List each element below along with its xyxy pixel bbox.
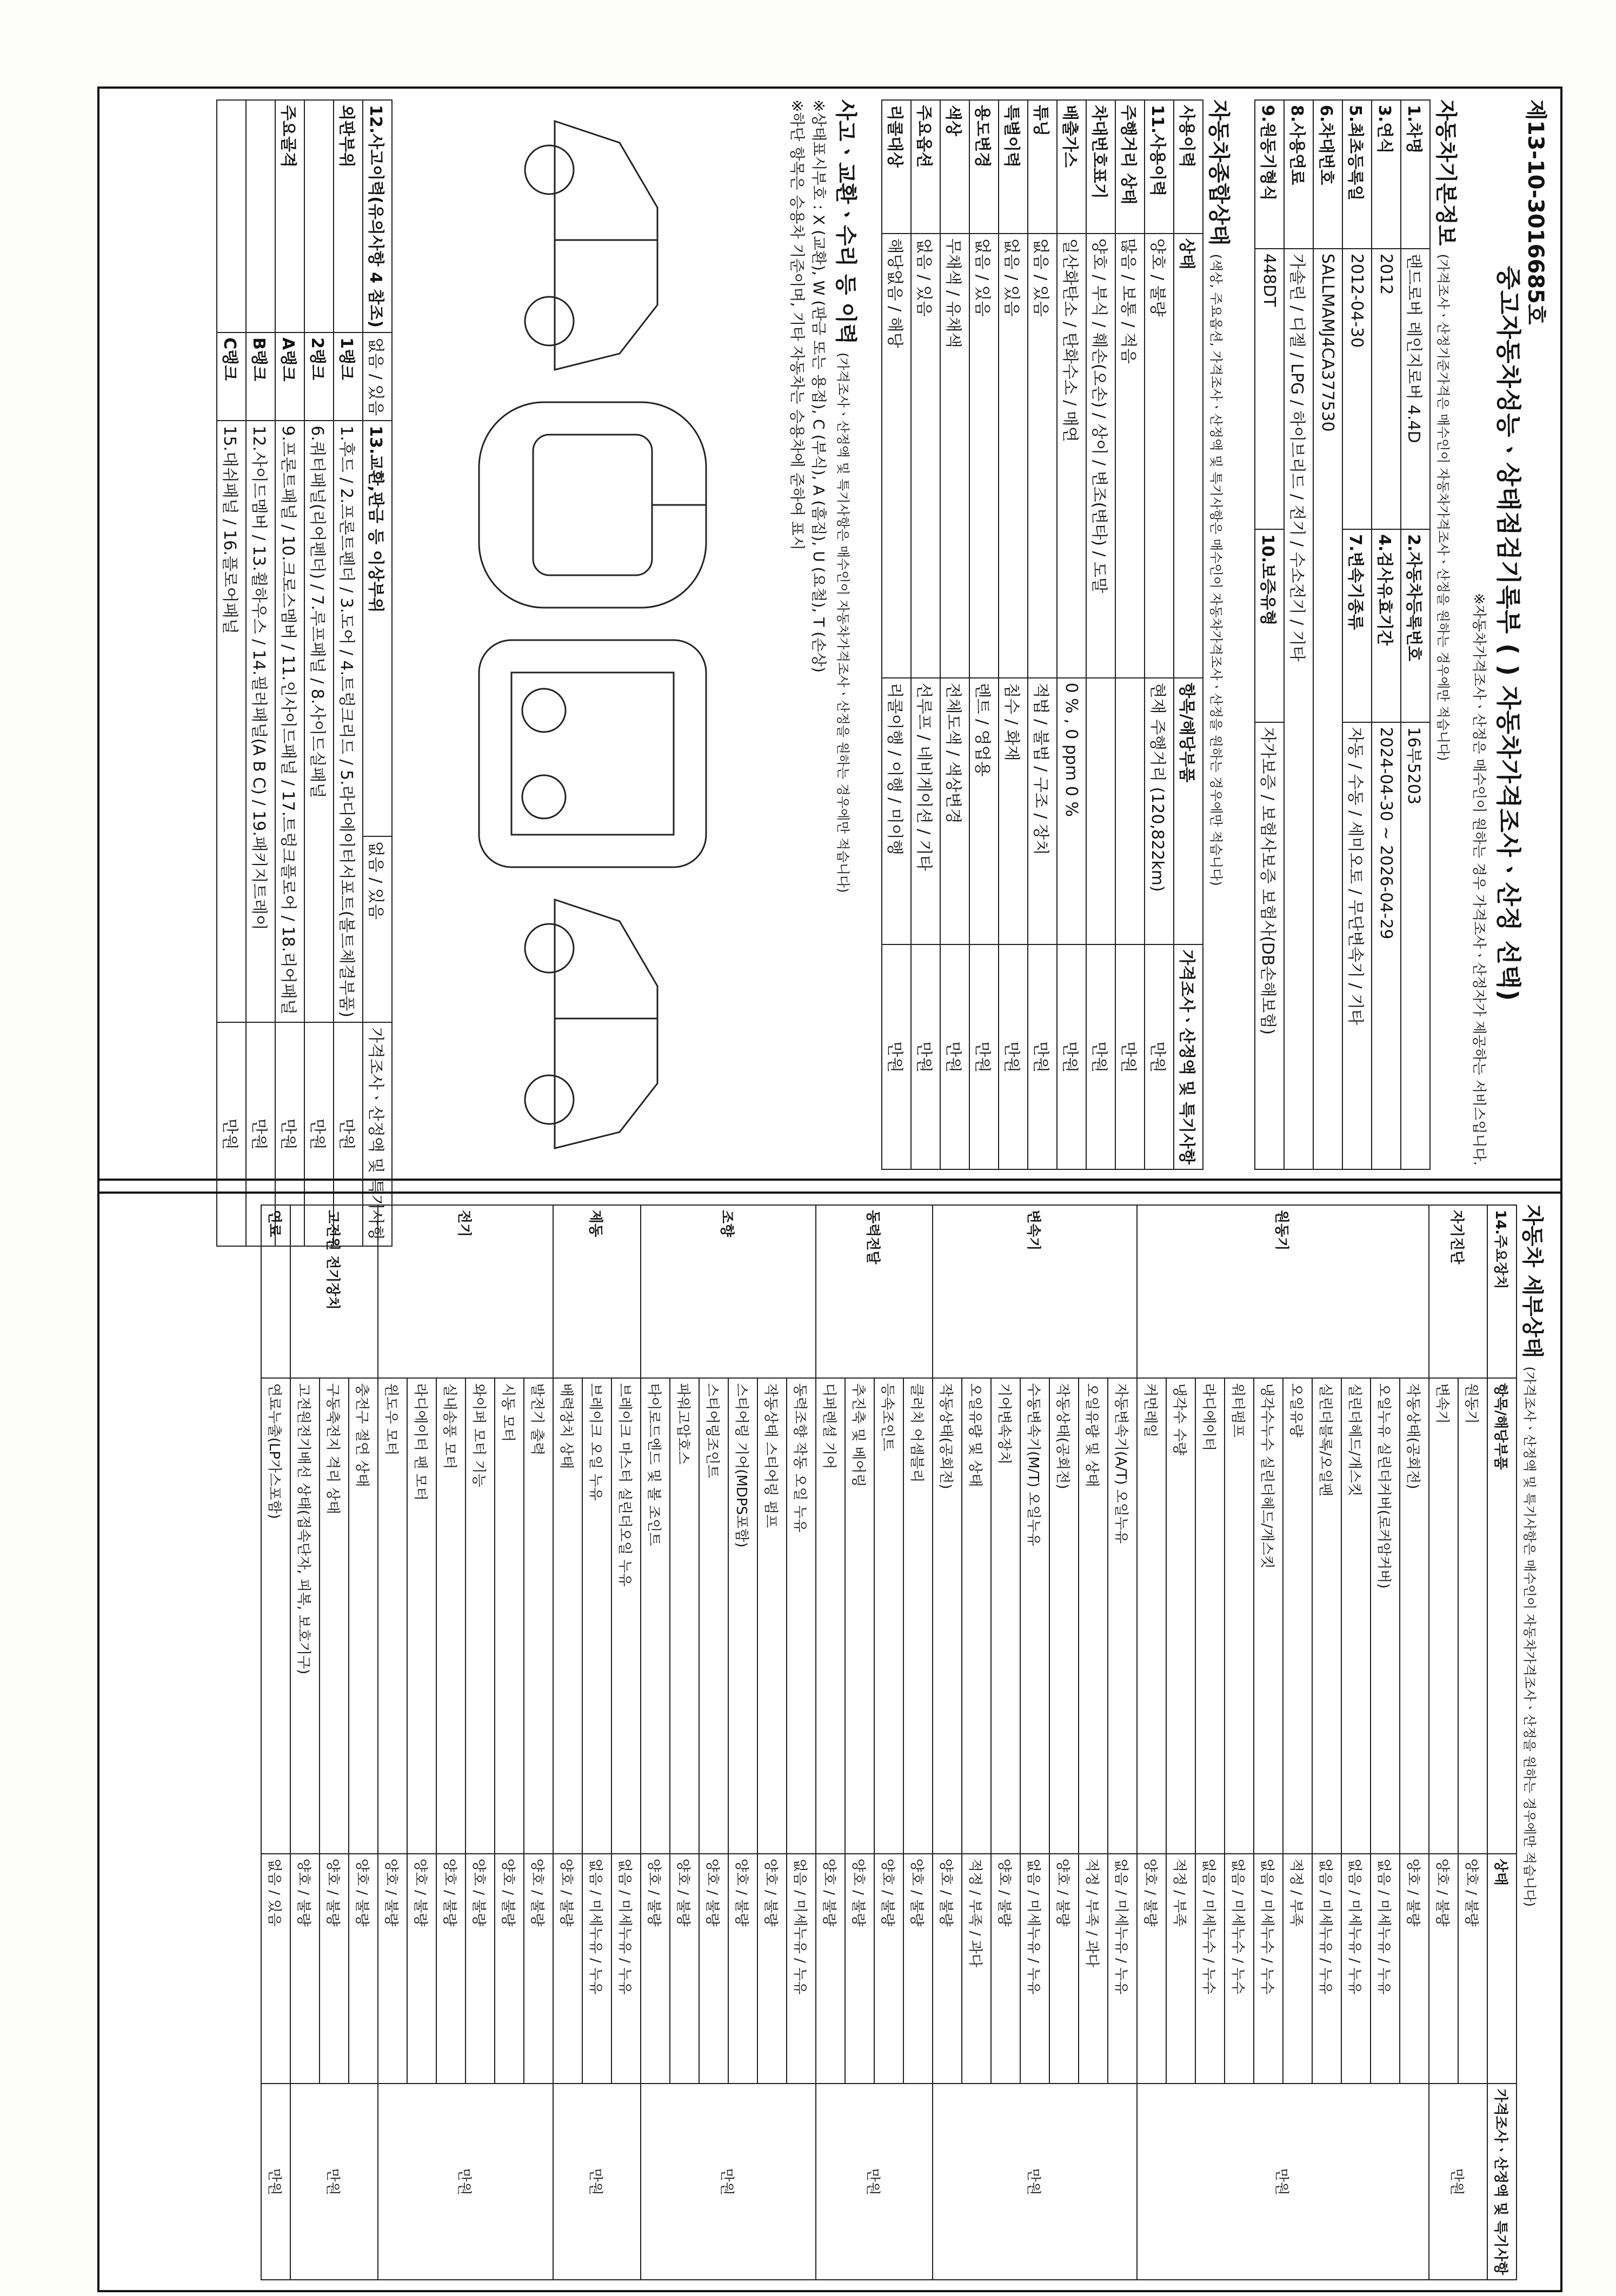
- detail-header-cell: 항목/해당부품: [1487, 1378, 1517, 1853]
- detail-item: 와이퍼 모터 기능: [465, 1378, 495, 1853]
- basic-value: 자가보증 / 보험사보증 보험사(DB손해보험): [1255, 722, 1284, 1169]
- accident-row: [363, 100, 392, 1246]
- basic-label: 7.변속기종류: [1342, 529, 1372, 722]
- detail-item: 오일유량: [1283, 1378, 1312, 1853]
- frame-group: 주요골격: [275, 100, 304, 332]
- detail-item: 윈도우 모터: [378, 1378, 407, 1853]
- basic-info-row: [1284, 100, 1313, 1169]
- detail-group: 변속기: [933, 1205, 1137, 1378]
- summary-header-row: [1174, 100, 1203, 1169]
- summary-header-cell: 항목/해당부품: [1174, 678, 1203, 945]
- detail-header-cell: 가격조사ㆍ산정액 및 특기사항: [1487, 2084, 1517, 2280]
- detail-item: 자동변속기(A/T) 오일누유: [1108, 1378, 1137, 1853]
- detail-state: 없음 / 미세누수 / 누수: [1254, 1854, 1283, 2084]
- detail-state: 양호 / 불량: [670, 1854, 699, 2084]
- detail-row: [611, 1205, 641, 2280]
- summary-header-cell: 가격조사ㆍ산정액 및 특기사항: [1174, 944, 1203, 1169]
- detail-item: 원동기: [1458, 1378, 1487, 1853]
- detail-group: 원동기: [1137, 1205, 1429, 1378]
- summary-item: 침수 / 화재: [999, 678, 1028, 945]
- document-number: 제13-10-3016685호: [1523, 99, 1548, 325]
- accident-price: 가격조사ㆍ산정액 및 특기사항: [363, 1022, 392, 1246]
- detail-state: 양호 / 불량: [1137, 1854, 1166, 2084]
- basic-value: 랜드로버 레인지로버 4.4D: [1401, 249, 1430, 529]
- detail-item: 작동상태(공회전): [933, 1378, 962, 1853]
- detail-state: 없음 / 미세누유 / 누유: [1108, 1854, 1137, 2084]
- detail-price: 만원: [933, 2084, 1137, 2280]
- frame-row: [334, 100, 363, 1246]
- frame-items: 6.쿼터패널(리어펜더) / 7.루프패널 / 8.사이드실패널: [304, 421, 334, 1022]
- frame-price: 만원: [217, 1022, 246, 1246]
- basic-info-row: [1313, 100, 1342, 1169]
- frame-row: [217, 100, 246, 1246]
- detail-item: 작동상태 스티어링 펌프: [757, 1378, 787, 1853]
- detail-state: 양호 / 불량: [699, 1854, 728, 2084]
- basic-value: 2024-04-30 ~ 2026-04-29: [1372, 722, 1401, 1169]
- detail-price: 만원: [378, 2084, 553, 2280]
- detail-group: 자기진단: [1429, 1205, 1487, 1378]
- accident-label: 12.사고이력(유의사항 4 참조): [363, 100, 392, 332]
- basic-info-row: [1255, 100, 1284, 1169]
- detail-item: 실린더블록/오일팬: [1312, 1378, 1341, 1853]
- detail-group: 제동: [553, 1205, 641, 1378]
- car-diagrams: [403, 99, 782, 1170]
- summary-label: 리콜대상: [882, 100, 911, 234]
- detail-item: 배력장치 상태: [553, 1378, 582, 1853]
- legend-symbols: ※상태표시부호 : X (교환), W (판금 또는 용접), C (부식), A (흠집), U (요철), T (손상): [810, 99, 828, 673]
- basic-label: 10.보증유형: [1255, 529, 1284, 722]
- summary-label: 주요옵션: [911, 100, 940, 234]
- summary-price: 만원: [999, 944, 1028, 1169]
- summary-row: [999, 100, 1028, 1169]
- summary-item: 0 % , 0 ppm 0 %: [1057, 678, 1086, 945]
- basic-value: 2012: [1372, 249, 1401, 529]
- detail-header-cell: 14.주요장치: [1487, 1205, 1517, 1378]
- summary-item: [1115, 678, 1145, 945]
- detail-state: 적정 / 부족 / 과다: [962, 1854, 991, 2084]
- detail-state: 양호 / 불량: [1458, 1854, 1487, 2084]
- detail-row: [1400, 1205, 1429, 2280]
- summary-item: 선루프 / 네비게이션 / 기타: [911, 678, 940, 945]
- detail-price: 만원: [641, 2084, 816, 2280]
- frame-rank: 1랭크: [334, 332, 363, 421]
- detail-state: 없음 / 미세누유 / 누유: [611, 1854, 641, 2084]
- detail-row: [1458, 1205, 1487, 2280]
- summary-heading: 자동차종합상태 (색상, 주요옵션, 가격조사ㆍ산정액 및 특기사항은 매수인이 자동차가격조사ㆍ산정을 원하는 경우에만 적습니다): [1206, 99, 1231, 886]
- detail-item: 냉각수누수 실린더헤드/개스킷: [1254, 1378, 1283, 1853]
- detail-state: 양호 / 불량: [1400, 1854, 1429, 2084]
- detail-state: 양호 / 불량: [816, 1854, 845, 2084]
- car-side-right-diagram: [525, 900, 657, 1148]
- basic-label: 5.최초등록일: [1342, 100, 1372, 249]
- frame-items: 9.프론트패널 / 10.크로스멤버 / 11.인사이드패널 / 17.트렁크플로어 / 18.리어패널: [275, 421, 304, 1022]
- left-note: ※자동차가격조사ㆍ산정은 매수인이 원하는 경우 가격조사ㆍ산정자가 제공하는 서비스입니다.: [1471, 593, 1487, 1166]
- detail-table: [261, 1204, 1517, 2280]
- detail-item: 타이로드엔드 및 볼 조인트: [641, 1378, 670, 1853]
- frame-group: [246, 100, 275, 332]
- legend-note: ※하단 항목은 승용차 기준이며, 기타 자동차는 승용차에 준하여 표시: [788, 99, 806, 550]
- summary-price: 만원: [882, 944, 911, 1169]
- detail-item: 클러치 어셈블리: [903, 1378, 933, 1853]
- detail-item: 충전구 절연 상태: [349, 1378, 378, 1853]
- summary-row: [1086, 100, 1115, 1169]
- detail-state: 양호 / 불량: [845, 1854, 874, 2084]
- detail-price: 만원: [261, 2084, 290, 2280]
- summary-row: [1057, 100, 1086, 1169]
- detail-group: 동력전달: [816, 1205, 933, 1378]
- detail-state: 없음 / 있음: [261, 1854, 290, 2084]
- detail-item: 라디에이터: [1195, 1378, 1225, 1853]
- summary-price: 만원: [940, 944, 969, 1169]
- summary-row: [1145, 100, 1174, 1169]
- detail-row: [903, 1205, 933, 2280]
- basic-label: 2.자동차등록번호: [1401, 529, 1430, 722]
- summary-price: 만원: [1115, 944, 1145, 1169]
- frame-rank: A랭크: [275, 332, 304, 421]
- detail-item: 수동변속기(M/T) 오일누유: [1020, 1378, 1049, 1853]
- frame-rank: B랭크: [246, 332, 275, 421]
- summary-options: 양호 / 부식 / 훼손(오손) / 상이 / 변조(변타) / 도말: [1086, 234, 1115, 678]
- frame-row: [246, 100, 275, 1246]
- detail-item: 구동축전지 격리 상태: [320, 1378, 349, 1853]
- detail-item: 파워고압호스: [670, 1378, 699, 1853]
- detail-item: 연료누출(LP가스포함): [261, 1378, 290, 1853]
- frame-price: 만원: [304, 1022, 334, 1246]
- frame-items: 15.대쉬패널 / 16.플로어패널: [217, 421, 246, 1022]
- detail-header-cell: 상태: [1487, 1854, 1517, 2084]
- accident-options: 없음 / 있음: [363, 836, 392, 1022]
- detail-item: 브레이크 마스터 실린더오일 누유: [611, 1378, 641, 1853]
- summary-label: 주행거리 상태: [1115, 100, 1145, 234]
- detail-price: 만원: [1429, 2084, 1487, 2280]
- detail-group: 조향: [641, 1205, 816, 1378]
- detail-state: 양호 / 불량: [495, 1854, 524, 2084]
- detail-state: 없음 / 미세누유 / 누유: [1341, 1854, 1371, 2084]
- detail-item: 커먼레일: [1137, 1378, 1166, 1853]
- basic-value: 16부5203: [1401, 722, 1430, 1169]
- summary-options: 없음 / 있음: [969, 234, 999, 678]
- detail-state: 양호 / 불량: [641, 1854, 670, 2084]
- detail-item: 실린더헤드/개스킷: [1341, 1378, 1371, 1853]
- detail-row: [261, 1205, 290, 2280]
- summary-label: 색상: [940, 100, 969, 234]
- detail-state: 없음 / 미세누유 / 누유: [1312, 1854, 1341, 2084]
- basic-value: 448DT: [1255, 249, 1284, 529]
- detail-price: 만원: [1137, 2084, 1429, 2280]
- detail-state: 적정 / 부족 / 과다: [1079, 1854, 1108, 2084]
- detail-state: 양호 / 불량: [874, 1854, 903, 2084]
- detail-item: 동력조향 작동 오일 누유: [787, 1378, 816, 1853]
- summary-item: 전체도색 / 색상변경: [940, 678, 969, 945]
- basic-label: 9.원동기형식: [1255, 100, 1284, 249]
- summary-item: 적법 / 불법 / 구조 / 장치: [1028, 678, 1057, 945]
- summary-item: 렌트 / 영업용: [969, 678, 999, 945]
- frame-rank: 2랭크: [304, 332, 334, 421]
- detail-state: 양호 / 불량: [290, 1854, 320, 2084]
- summary-row: [911, 100, 940, 1169]
- summary-options: 없음 / 있음: [999, 234, 1028, 678]
- summary-label: 특별이력: [999, 100, 1028, 234]
- detail-state: 양호 / 불량: [757, 1854, 787, 2084]
- accident-heading: 사고ㆍ교환ㆍ수리 등 이력 (가격조사ㆍ산정액 및 특기사항은 매수인이 자동차가격조사ㆍ산정을 원하는 경우에만 적습니다): [833, 99, 858, 893]
- basic-info-row: [1372, 100, 1401, 1169]
- detail-item: 오일유량 및 상태: [1079, 1378, 1108, 1853]
- detail-item: 실내송풍 모터: [436, 1378, 465, 1853]
- detail-item: 워터펌프: [1225, 1378, 1254, 1853]
- summary-price: 만원: [911, 944, 940, 1169]
- car-frame-diagram: [479, 640, 706, 867]
- frame-price: 만원: [246, 1022, 275, 1246]
- basic-label: 4.검사유효기간: [1372, 529, 1401, 722]
- summary-options: 양호 / 불량: [1145, 234, 1174, 678]
- basic-value: 가솔린 / 디젤 / LPG / 하이브리드 / 전기 / 수소전기 / 기타: [1284, 249, 1313, 1169]
- inspection-form: [97, 86, 1562, 2292]
- basic-label: 8.사용연료: [1284, 100, 1313, 249]
- summary-label: 용도변경: [969, 100, 999, 234]
- detail-item: 냉각수 수량: [1166, 1378, 1195, 1853]
- summary-item: [1086, 678, 1115, 945]
- detail-header-row: [1487, 1205, 1517, 2280]
- frame-group: 외판부위: [334, 100, 363, 332]
- accident-options: 없음 / 있음: [363, 332, 392, 421]
- accident-table: [216, 99, 393, 1247]
- summary-price: 만원: [969, 944, 999, 1169]
- detail-state: 적정 / 부족: [1166, 1854, 1195, 2084]
- detail-state: 없음 / 미세누유 / 누유: [1020, 1854, 1049, 2084]
- detail-item: 스티어링 기어(MDPS포함): [728, 1378, 757, 1853]
- summary-options: 해당없음 / 해당: [882, 234, 911, 678]
- detail-item: 오일누유 실린더커버(로커암커버): [1371, 1378, 1400, 1853]
- frame-price: 만원: [334, 1022, 363, 1246]
- accident-label: 13.교환,판금 등 이상부위: [363, 421, 392, 836]
- summary-options: 없음 / 있음: [911, 234, 940, 678]
- detail-item: 디퍼렌셜 기어: [816, 1378, 845, 1853]
- basic-value: 2012-04-30: [1342, 249, 1372, 529]
- detail-row: [787, 1205, 816, 2280]
- detail-item: 등속조인트: [874, 1378, 903, 1853]
- summary-row: [969, 100, 999, 1169]
- detail-price: 만원: [290, 2084, 378, 2280]
- summary-price: 만원: [1086, 944, 1115, 1169]
- frame-group: [217, 100, 246, 332]
- summary-price: 만원: [1057, 944, 1086, 1169]
- summary-row: [940, 100, 969, 1169]
- detail-item: 추진축 및 베어링: [845, 1378, 874, 1853]
- detail-item: 오일유량 및 상태: [962, 1378, 991, 1853]
- detail-group: 전기: [378, 1205, 553, 1378]
- detail-state: 양호 / 불량: [524, 1854, 553, 2084]
- detail-state: 없음 / 미세누수 / 누수: [1195, 1854, 1225, 2084]
- summary-header-cell: 상태: [1174, 234, 1203, 678]
- summary-item: 리콜이행 / 이행 / 미이행: [882, 678, 911, 945]
- detail-item: 작동상태(공회전): [1049, 1378, 1079, 1853]
- summary-item: 현재 주행거리 (120,822km): [1145, 678, 1174, 945]
- detail-item: 변속기: [1429, 1378, 1458, 1853]
- detail-state: 적정 / 부족: [1283, 1854, 1312, 2084]
- basic-info-row: [1401, 100, 1430, 1169]
- detail-item: 기어변속장치: [991, 1378, 1020, 1853]
- summary-price: 만원: [1028, 944, 1057, 1169]
- detail-state: 양호 / 불량: [378, 1854, 407, 2084]
- detail-state: 없음 / 미세누유 / 누유: [582, 1854, 611, 2084]
- basic-label: 6.차대번호: [1313, 100, 1342, 249]
- detail-item: 작동상태(공회전): [1400, 1378, 1429, 1853]
- summary-row: [1115, 100, 1145, 1169]
- summary-options: 일산화탄소 / 탄화수소 / 매연: [1057, 234, 1086, 678]
- summary-label: 배출가스: [1057, 100, 1086, 234]
- detail-item: 브레이크 오일 누유: [582, 1378, 611, 1853]
- detail-state: 양호 / 불량: [465, 1854, 495, 2084]
- frame-price: 만원: [275, 1022, 304, 1246]
- detail-group: 고전원 전기장치: [290, 1205, 378, 1378]
- detail-heading: 자동차 세부상태 (가격조사ㆍ산정액 및 특기사항은 매수인이 자동차가격조사ㆍ산정을 원하는 경우에만 적습니다): [1520, 1204, 1545, 1907]
- basic-value: SALLMAMJ4CA377530: [1313, 249, 1342, 1169]
- detail-state: 양호 / 불량: [1429, 1854, 1458, 2084]
- left-title: 중고자동차성능ㆍ상태점검기록부 ( ) 자동차가격조사ㆍ산정 선택): [1494, 265, 1523, 1002]
- detail-state: 양호 / 불량: [903, 1854, 933, 2084]
- frame-rank: C랭크: [217, 332, 246, 421]
- detail-price: 만원: [553, 2084, 641, 2280]
- detail-state: 양호 / 불량: [991, 1854, 1020, 2084]
- detail-row: [524, 1205, 553, 2280]
- frame-items: 1.후드 / 2.프론트펜더 / 3.도어 / 4.트렁크리드 / 5.라디에이터서포트(볼트체결부품): [334, 421, 363, 1022]
- summary-price: 만원: [1145, 944, 1174, 1169]
- detail-state: 없음 / 미세누유 / 누유: [787, 1854, 816, 2084]
- summary-table: [881, 99, 1203, 1170]
- basic-info-heading: 자동차기본정보 (가격조사ㆍ산정기준가격은 매수인이 자동차가격조사ㆍ산정을 원하는 경우에만 적습니다): [1433, 99, 1458, 761]
- detail-state: 양호 / 불량: [933, 1854, 962, 2084]
- detail-row: [1108, 1205, 1137, 2280]
- detail-state: 양호 / 불량: [349, 1854, 378, 2084]
- detail-state: 양호 / 불량: [553, 1854, 582, 2084]
- detail-state: 없음 / 미세누유 / 누유: [1371, 1854, 1400, 2084]
- detail-state: 양호 / 불량: [728, 1854, 757, 2084]
- frame-items: 12.사이드멤버 / 13.휠하우스 / 14.필러패널(A B C) / 19.패키지트레이: [246, 421, 275, 1022]
- summary-options: 많음 / 보통 / 적음: [1115, 234, 1145, 678]
- detail-item: 발전기 출력: [524, 1378, 553, 1853]
- detail-state: 양호 / 불량: [1049, 1854, 1079, 2084]
- frame-row: [304, 100, 334, 1246]
- summary-options: 무채색 / 유채색: [940, 234, 969, 678]
- summary-row: [1028, 100, 1057, 1169]
- summary-label: 튜닝: [1028, 100, 1057, 234]
- detail-state: 양호 / 불량: [436, 1854, 465, 2084]
- detail-item: 라디에이터 팬 모터: [407, 1378, 436, 1853]
- frame-row: [275, 100, 304, 1246]
- summary-label: 11.사용이력: [1145, 100, 1174, 234]
- basic-label: 3.연식: [1372, 100, 1401, 249]
- detail-row: [349, 1205, 378, 2280]
- detail-item: 스티어링조인트: [699, 1378, 728, 1853]
- basic-info-row: [1342, 100, 1372, 1169]
- summary-header-cell: 사용이력: [1174, 100, 1203, 234]
- basic-info-table: [1254, 99, 1431, 1170]
- frame-group: [304, 100, 334, 332]
- basic-label: 1.차명: [1401, 100, 1430, 249]
- summary-row: [882, 100, 911, 1169]
- summary-options: 없음 / 있음: [1028, 234, 1057, 678]
- right-panel: [99, 1192, 1560, 2290]
- detail-item: 시동 모터: [495, 1378, 524, 1853]
- car-top-diagram: [479, 402, 706, 608]
- detail-state: 양호 / 불량: [320, 1854, 349, 2084]
- detail-state: 없음 / 미세누수 / 누수: [1225, 1854, 1254, 2084]
- summary-label: 차대번호표기: [1086, 100, 1115, 234]
- detail-item: 고전원전기배선 상태(접속단자, 피복, 보호기구): [290, 1378, 320, 1853]
- detail-state: 양호 / 불량: [407, 1854, 436, 2084]
- car-side-left-diagram: [525, 121, 657, 370]
- basic-value: 자동 / 수동 / 세미오토 / 무단변속기 / 기타: [1342, 722, 1372, 1169]
- detail-price: 만원: [816, 2084, 933, 2280]
- detail-group: 연료: [261, 1205, 290, 1378]
